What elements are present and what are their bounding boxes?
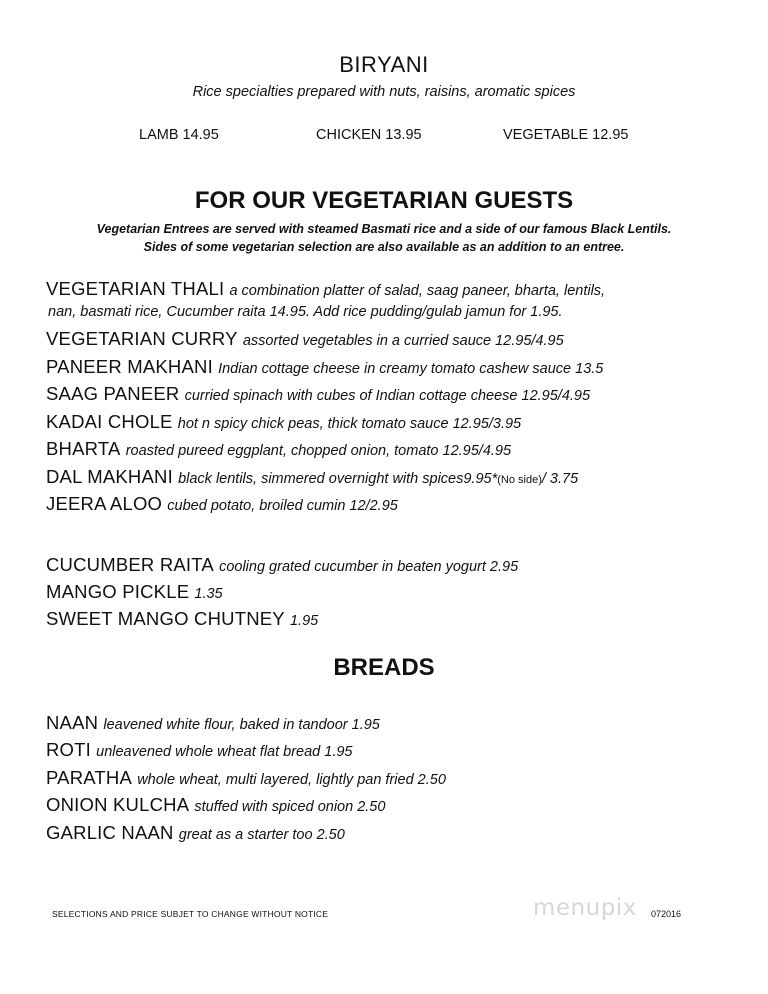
item-name: SWEET MANGO CHUTNEY	[46, 608, 285, 629]
menu-item	[46, 411, 521, 435]
item-description: a combination platter of salad, saag paneer, bharta, lentils,	[229, 283, 606, 299]
item-name: MANGO PICKLE	[46, 581, 190, 602]
biryani-price-chicken: CHICKEN 13.95	[316, 127, 422, 143]
menupix-watermark-logo: menupix	[533, 895, 637, 921]
item-name: KADAI CHOLE	[46, 411, 173, 432]
item-name: VEGETARIAN THALI	[46, 278, 225, 299]
item-description: whole wheat, multi layered, lightly pan fried 2.50	[137, 772, 446, 788]
item-name: PANEER MAKHANI	[46, 356, 213, 377]
bread-item	[46, 739, 353, 763]
biryani-title: BIRYANI	[339, 52, 429, 77]
bread-item	[46, 822, 345, 846]
item-description: Indian cottage cheese in creamy tomato cashew sauce 13.5	[218, 361, 604, 377]
item-description: cubed potato, broiled cumin 12/2.95	[167, 498, 398, 514]
biryani-subtitle: Rice specialties prepared with nuts, raisins, aromatic spices	[192, 84, 576, 100]
menu-item	[46, 328, 564, 352]
bread-item	[46, 767, 446, 791]
item-name: ONION KULCHA	[46, 794, 190, 815]
menu-item	[46, 493, 398, 517]
item-description-continuation: nan, basmati rice, Cucumber raita 14.95. Add rice pudding/gulab jamun for 1.95.	[48, 304, 563, 320]
item-name: DAL MAKHANI	[46, 466, 173, 487]
side-item	[46, 554, 518, 578]
item-name: SAAG PANEER	[46, 383, 180, 404]
footer-code: 072016	[651, 909, 682, 919]
side-item	[46, 608, 318, 632]
item-note: (No side)	[497, 474, 542, 486]
biryani-price-vegetable: VEGETABLE 12.95	[503, 127, 629, 143]
footer-notice: SELECTIONS AND PRICE SUBJET TO CHANGE WITHOUT NOTICE	[52, 909, 329, 919]
vegetarian-note-2: Sides of some vegetarian selection are also available as an addition to an entree.	[143, 240, 625, 254]
menu-item	[46, 383, 590, 407]
menu-item	[46, 466, 578, 491]
item-description: leavened white flour, baked in tandoor 1.95	[103, 717, 380, 733]
item-name: BHARTA	[46, 438, 121, 459]
vegetarian-note-1: Vegetarian Entrees are served with steamed Basmati rice and a side of our famous Black Lentils.	[96, 222, 672, 236]
menu-item	[46, 278, 605, 302]
side-item	[46, 581, 223, 605]
bread-item	[46, 712, 380, 736]
item-name: NAAN	[46, 712, 99, 733]
item-description: unleavened whole wheat flat bread 1.95	[96, 744, 353, 760]
menu-item	[46, 438, 511, 462]
biryani-price-lamb: LAMB 14.95	[139, 127, 219, 143]
vegetarian-title: FOR OUR VEGETARIAN GUESTS	[194, 187, 574, 214]
item-description: great as a starter too 2.50	[178, 827, 345, 843]
menu-item	[46, 356, 603, 380]
item-description: stuffed with spiced onion 2.50	[194, 799, 386, 815]
item-name: GARLIC NAAN	[46, 822, 174, 843]
bread-item	[46, 794, 385, 818]
item-description: hot n spicy chick peas, thick tomato sauce 12.95/3.95	[177, 416, 522, 432]
item-name: JEERA ALOO	[46, 493, 163, 514]
item-description: cooling grated cucumber in beaten yogurt 2.95	[219, 559, 519, 575]
item-description: roasted pureed eggplant, chopped onion, tomato 12.95/4.95	[125, 443, 512, 459]
breads-title: BREADS	[333, 654, 435, 681]
item-name: ROTI	[46, 739, 91, 760]
item-name: CUCUMBER RAITA	[46, 554, 214, 575]
item-description: 1.35	[194, 586, 223, 602]
item-description: assorted vegetables in a curried sauce 12.95/4.95	[242, 333, 564, 349]
item-description: black lentils, simmered overnight with spices9.95*	[178, 471, 498, 487]
item-price-tail: / 3.75	[541, 471, 579, 487]
item-description: curried spinach with cubes of Indian cottage cheese 12.95/4.95	[184, 388, 591, 404]
item-name: PARATHA	[46, 767, 133, 788]
item-name: VEGETARIAN CURRY	[46, 328, 238, 349]
item-description: 1.95	[289, 613, 319, 629]
